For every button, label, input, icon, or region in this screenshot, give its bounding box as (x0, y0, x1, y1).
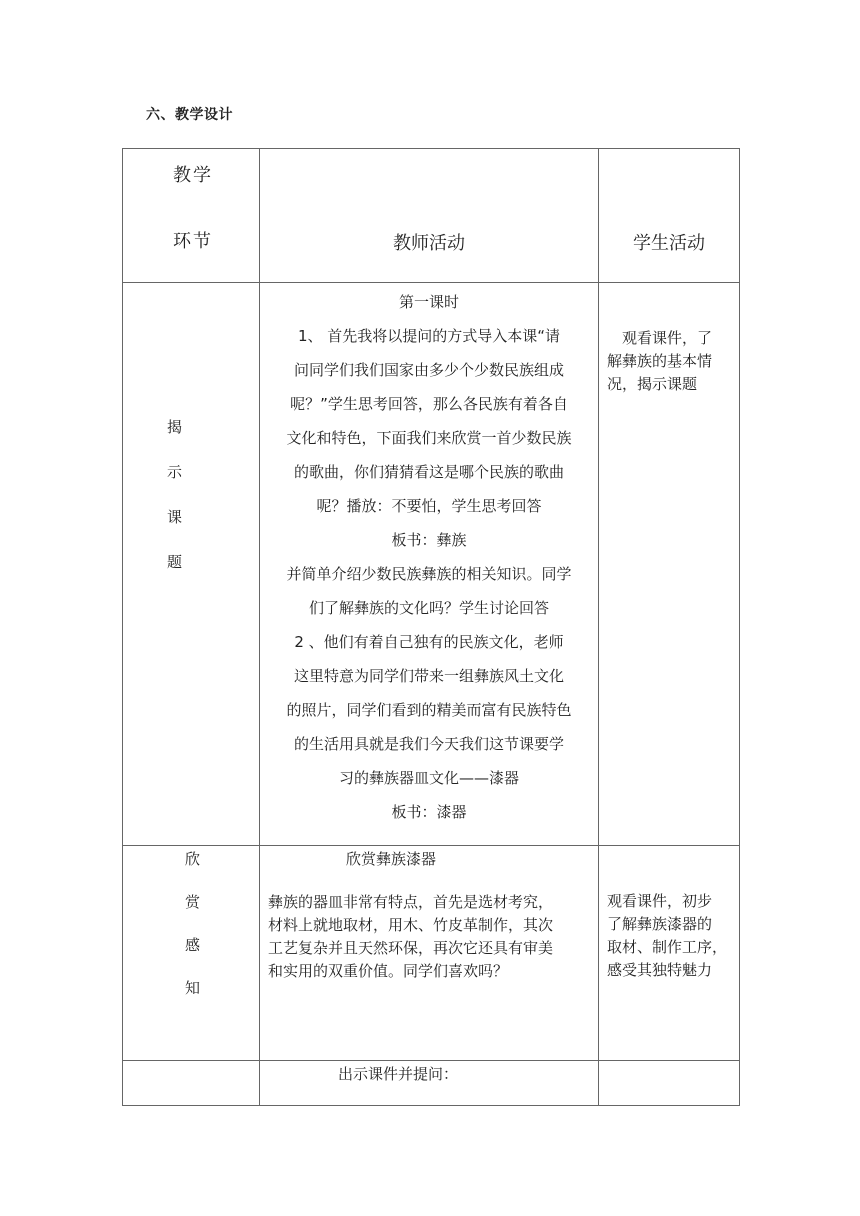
teacher-line: 们了解彝族的文化吗？学生讨论回答 (308, 599, 549, 617)
teacher-line: 的照片，同学们看到的精美而富有民族特色 (286, 701, 572, 719)
student-activity-cell (599, 1061, 740, 1106)
activity-title: 欣赏彝族漆器 (346, 850, 437, 868)
table-row (123, 846, 740, 1061)
teacher-line: 彝族的器皿非常有特点，首先是选材考究， (268, 893, 554, 911)
teacher-line: 这里特意为同学们带来一组彝族风土文化 (293, 667, 564, 685)
stage-char: 揭 (167, 418, 183, 436)
stage-char: 欣 (185, 850, 201, 868)
blackboard-note: 板书：漆器 (391, 803, 467, 821)
teacher-line: 并简单介绍少数民族彝族的相关知识。同学 (286, 565, 572, 583)
teacher-activity-cell (260, 846, 599, 1061)
student-line: 观看课件，了 (622, 329, 713, 347)
teacher-line: 呢？播放：不要怕，学生思考回答 (316, 497, 542, 515)
lesson-title: 第一课时 (398, 293, 459, 311)
stage-char: 课 (167, 508, 183, 526)
stage-char: 示 (167, 463, 183, 481)
teacher-line: 材料上就地取材，用木、竹皮革制作，其次 (268, 916, 554, 934)
stage-char: 题 (167, 553, 183, 571)
stage-cell-reveal-topic (123, 283, 260, 846)
teacher-line: 习的彝族器皿文化——漆器 (338, 769, 519, 787)
teacher-line: 工艺复杂并且天然环保，再次它还具有审美 (268, 939, 554, 957)
student-line: 况，揭示课题 (607, 375, 698, 393)
stage-cell-empty (123, 1061, 260, 1106)
header-stage-line1: 教学 (173, 165, 213, 186)
header-student-activity: 学生活动 (599, 149, 740, 283)
table-header-row (123, 149, 740, 283)
teacher-line: 2 、他们有着自己独有的民族文化，老师 (294, 633, 564, 651)
stage-char: 感 (185, 936, 201, 954)
teacher-line: 的歌曲，你们猜猜看这是哪个民族的歌曲 (293, 463, 564, 481)
teacher-line: 和实用的双重价值。同学们喜欢吗？ (268, 962, 509, 980)
header-stage-line2: 环节 (173, 231, 213, 252)
header-teacher-activity: 教师活动 (260, 149, 599, 283)
student-line: 观看课件，初步 (607, 892, 713, 910)
teacher-line: 的生活用具就是我们今天我们这节课要学 (293, 735, 564, 753)
teacher-line: 1、 首先我将以提问的方式导入本课“请 (297, 327, 561, 345)
teacher-line: 问同学们我们国家由多少个少数民族组成 (293, 361, 564, 379)
teacher-activity-cell: 出示课件并提问： (260, 1061, 599, 1106)
teacher-activity-cell (260, 283, 599, 846)
student-line: 感受其独特魅力 (607, 961, 713, 979)
student-line: 取材、制作工序， (607, 938, 728, 956)
teacher-line: 呢？”学生思考回答，那么各民族有着各自 (290, 395, 568, 413)
teaching-design-table (122, 148, 740, 1106)
student-activity-cell (599, 283, 740, 846)
student-line: 解彝族的基本情 (607, 352, 713, 370)
teacher-line: 文化和特色，下面我们来欣赏一首少数民族 (286, 429, 572, 447)
table-row (123, 1061, 740, 1106)
student-line: 了解彝族漆器的 (607, 915, 713, 933)
table-row (123, 283, 740, 846)
student-activity-cell (599, 846, 740, 1061)
blackboard-note: 板书：彝族 (391, 531, 467, 549)
header-stage-cell (123, 149, 260, 283)
stage-char: 赏 (185, 893, 201, 911)
section-heading: 六、教学设计 (146, 107, 233, 123)
stage-cell-appreciate (123, 846, 260, 1061)
stage-char: 知 (185, 979, 201, 997)
